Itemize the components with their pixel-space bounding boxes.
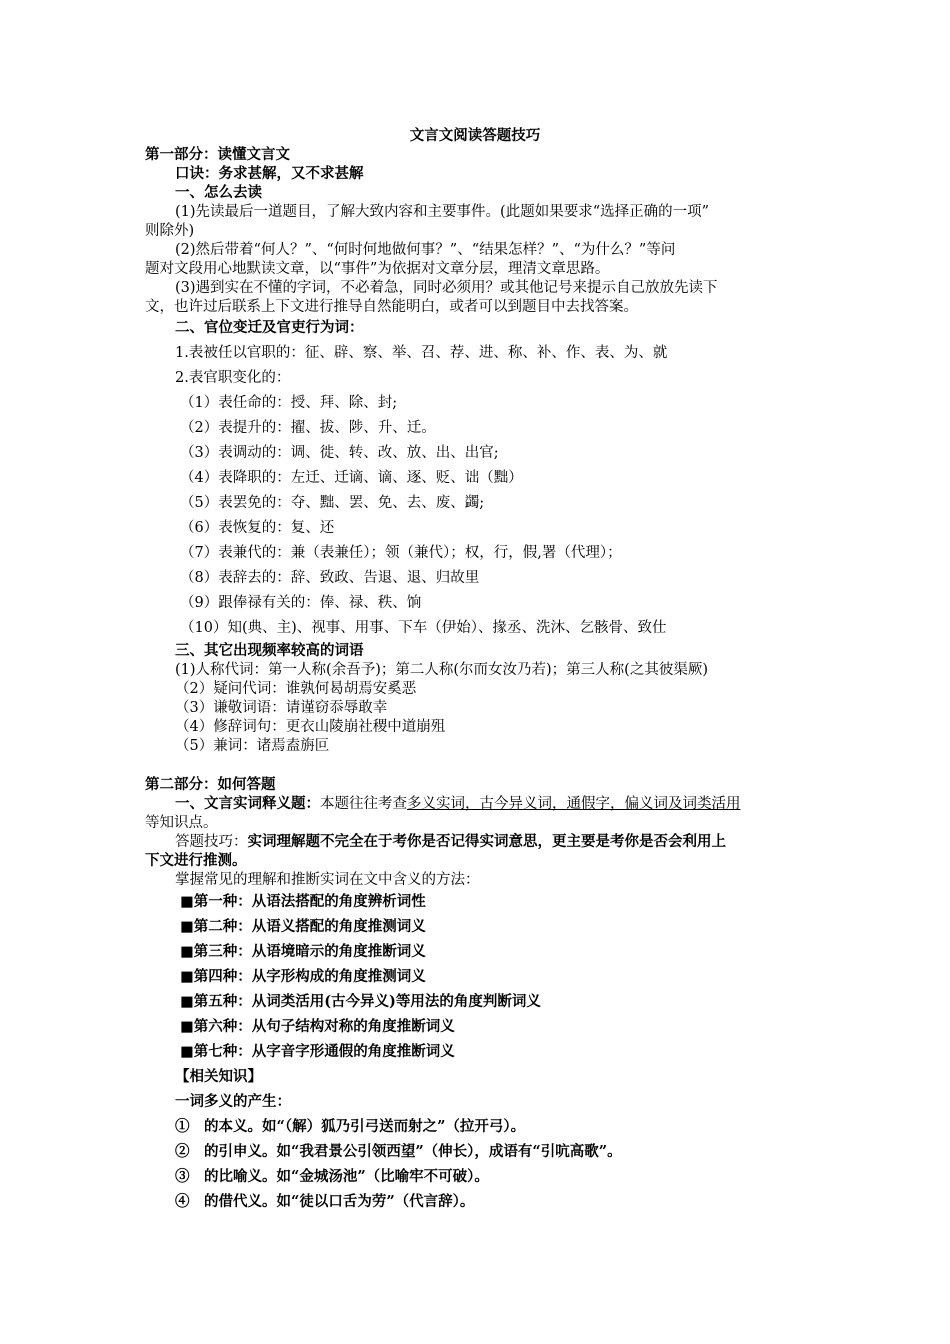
- s1-para1-line2: 则除外): [145, 223, 195, 239]
- word-item: （2）疑问代词：谁孰何曷胡焉安奚恶: [175, 681, 417, 697]
- part2-heading: 第二部分：如何答题: [145, 776, 276, 793]
- office-item: （4）表降职的：左迁、迁谪、谪、逐、贬、诎（黜）: [180, 470, 523, 486]
- office-item: （3）表调动的：调、徙、转、改、放、出、出官;: [180, 445, 499, 461]
- word-item: （5）兼词：诸焉盍旃叵: [175, 738, 330, 754]
- method-item: ■第三种：从语境暗示的角度推断词义: [180, 943, 426, 960]
- office-item: （6）表恢复的：复、还: [180, 520, 335, 536]
- office-item: （7）表兼代的：兼（表兼任）；领（兼代）；权，行，假,署（代理）；: [180, 545, 622, 561]
- tip-line1: [175, 833, 845, 851]
- q1-lead: 一、文言实词释义题：: [175, 795, 320, 812]
- q1-tail: 等知识点。: [145, 815, 218, 831]
- office-item: （10）知(典、主)、视事、用事、下车（伊始）、掾丞、洗沐、乞骸骨、致仕: [180, 620, 667, 636]
- office-item: （8）表辞去的：辞、致政、告退、退、归故里: [180, 570, 480, 586]
- method-item: ■第二种：从语义搭配的角度推测词义: [180, 918, 426, 935]
- s1-para3-line2: 文，也许过后联系上下文进行推导自然能明白，或者可以到题目中去找答案。: [145, 299, 638, 315]
- s1-para1-line1: (1)先读最后一道题目，了解大致内容和主要事件。(此题如果要求“选择正确的一项”: [175, 204, 710, 220]
- method-item: ■第六种：从句子结构对称的角度推断词义: [180, 1018, 455, 1035]
- sense-item: ③ 的比喻义。如“金城汤池”（比喻牢不可破）。: [175, 1168, 489, 1185]
- sense-item: ② 的引申义。如“我君景公引领西望”（伸长），成语有“引吭高歌”。: [175, 1143, 622, 1160]
- s1-para3-line1: (3)遇到实在不懂的字词，不必着急，同时必须用？或其他记号来提示自己放放先读下: [175, 280, 718, 296]
- word-item: （4）修辞词句：更衣山陵崩社稷中道崩殂: [175, 719, 446, 735]
- section1-heading: 一、怎么去读: [175, 184, 262, 201]
- polysemy-heading: 一词多义的产生：: [175, 1093, 291, 1110]
- q1-text: 本题往往考查: [320, 796, 407, 812]
- sense-item: ④ 的借代义。如“徒以口舌为劳”（代言辞）。: [175, 1193, 475, 1210]
- q1-topics: 多义实词，古今异义词，通假字，偏义词及词类活用: [407, 796, 741, 812]
- sense-item: ① 的本义。如“（解）狐乃引弓送而射之”（拉开弓）。: [175, 1118, 526, 1135]
- method-item: ■第一种：从语法搭配的角度辨析词性: [180, 893, 426, 910]
- s2-line2: 2.表官职变化的：: [175, 370, 291, 386]
- q1-line: [175, 795, 845, 813]
- office-item: （1）表任命的：授、拜、除、封;: [180, 395, 398, 411]
- s2-line1: 1.表被任以官职的：征、辟、察、举、召、荐、进、称、补、作、表、为、就: [175, 345, 668, 361]
- tip-line2: 下文进行推测。: [145, 852, 247, 869]
- tip-lead: 答题技巧：: [175, 834, 248, 850]
- word-item: （3）谦敬词语：请谨窃忝辱敢幸: [175, 700, 388, 716]
- section2-heading: 二、官位变迁及官吏行为词：: [175, 319, 364, 336]
- s1-para2-line2: 题对文段用心地默读文章，以“事件”为依据对文章分层，理清文章思路。: [145, 261, 610, 277]
- s1-para2-line1: (2)然后带着“何人？”、“何时何地做何事？”、“结果怎样？”、“为什么？”等问: [175, 242, 676, 258]
- doc-title: 文言文阅读答题技巧: [409, 127, 541, 144]
- method-item: ■第五种：从词类活用(古今异义)等用法的角度判断词义: [180, 993, 541, 1010]
- method-item: ■第四种：从字形构成的角度推测词义: [180, 968, 426, 985]
- tip-text: 实词理解题不完全在于考你是否记得实词意思，更主要是考你是否会利用上: [247, 833, 726, 850]
- office-item: （5）表罢免的：夺、黜、罢、免、去、废、蠲;: [180, 495, 485, 511]
- motto: 口诀：务求甚解，又不求甚解: [175, 165, 364, 182]
- section3-heading: 三、其它出现频率较高的词语: [175, 642, 364, 659]
- word-item: (1)人称代词：第一人称(余吾予)；第二人称(尔而女汝乃若)；第三人称(之其彼渠厥): [175, 662, 708, 678]
- part1-heading: 第一部分：读懂文言文: [145, 146, 290, 163]
- method-item: ■第七种：从字音字形通假的角度推断词义: [180, 1043, 455, 1060]
- related-knowledge: 【相关知识】: [175, 1068, 262, 1085]
- methods-intro: 掌握常见的理解和推断实词在文中含义的方法：: [175, 872, 480, 888]
- office-item: （9）跟俸禄有关的：俸、禄、秩、饷: [180, 595, 422, 611]
- office-item: （2）表提升的：擢、拔、陟、升、迁。: [180, 420, 436, 436]
